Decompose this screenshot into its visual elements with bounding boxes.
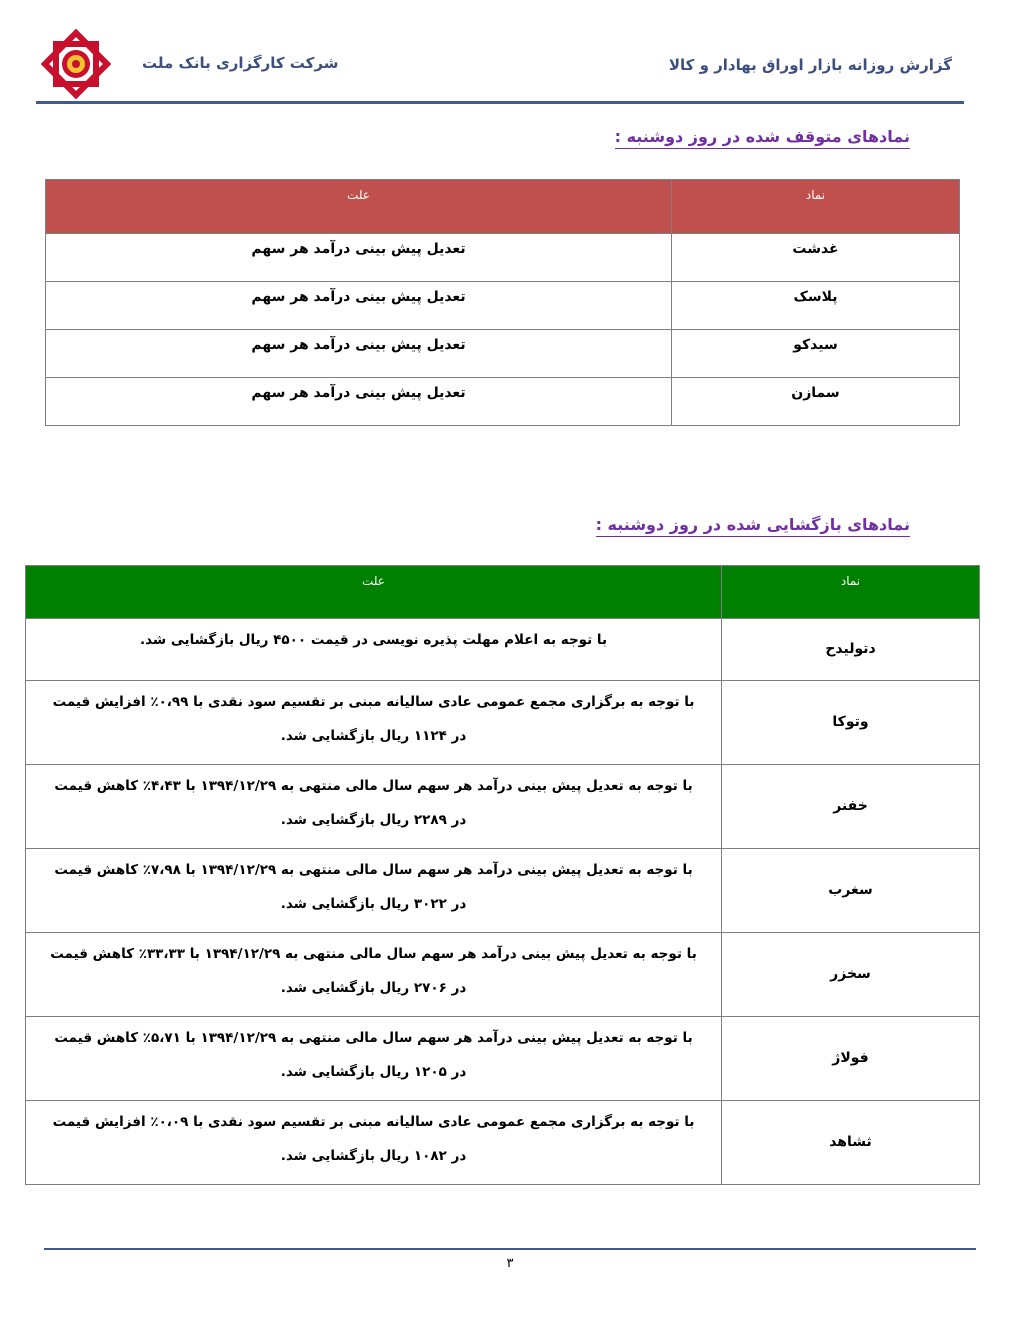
reopened-symbols-table bbox=[25, 565, 980, 1185]
reason-cell: با توجه به اعلام مهلت پذیره نویسی در قیمت ۴۵۰۰ ریال بازگشایی شد. bbox=[26, 619, 722, 681]
column-header-symbol: نماد bbox=[672, 180, 960, 234]
table-row bbox=[46, 282, 960, 330]
table-header-row bbox=[26, 566, 980, 619]
symbol-cell: غدشت bbox=[672, 234, 960, 282]
table-row bbox=[26, 619, 980, 681]
symbol-cell: سغرب bbox=[722, 849, 980, 933]
reason-cell: تعدیل پیش بینی درآمد هر سهم bbox=[46, 378, 672, 426]
reason-cell: با توجه به تعدیل پیش بینی درآمد هر سهم سال مالی منتهی به ۱۳۹۴/۱۲/۲۹ با ۵،۷۱٪ کاهش قیمت در ۱۲۰۵ ریال بازگشایی شد. bbox=[26, 1017, 722, 1101]
table-row bbox=[26, 849, 980, 933]
symbol-cell: فولاژ bbox=[722, 1017, 980, 1101]
column-header-reason: علت bbox=[46, 180, 672, 234]
reason-cell: با توجه به تعدیل پیش بینی درآمد هر سهم سال مالی منتهی به ۱۳۹۴/۱۲/۲۹ با ۷،۹۸٪ کاهش قیمت در ۳۰۲۲ ریال بازگشایی شد. bbox=[26, 849, 722, 933]
table-row bbox=[46, 234, 960, 282]
table-row bbox=[26, 1017, 980, 1101]
table-row bbox=[46, 378, 960, 426]
table-row bbox=[26, 1101, 980, 1185]
suspended-symbols-table bbox=[45, 179, 960, 426]
table-row bbox=[26, 681, 980, 765]
column-header-reason: علت bbox=[26, 566, 722, 619]
symbol-cell: خفنر bbox=[722, 765, 980, 849]
table-row bbox=[26, 765, 980, 849]
suspended-section-title: نمادهای متوقف شده در روز دوشنبه : bbox=[615, 127, 910, 149]
symbol-cell: ثشاهد bbox=[722, 1101, 980, 1185]
reason-cell: تعدیل پیش بینی درآمد هر سهم bbox=[46, 330, 672, 378]
symbol-cell: سخزر bbox=[722, 933, 980, 1017]
company-name: شرکت کارگزاری بانک ملت bbox=[142, 54, 339, 72]
footer-divider bbox=[44, 1248, 976, 1250]
reason-cell: تعدیل پیش بینی درآمد هر سهم bbox=[46, 234, 672, 282]
reason-cell: با توجه به تعدیل پیش بینی درآمد هر سهم سال مالی منتهی به ۱۳۹۴/۱۲/۲۹ با ۴،۴۳٪ کاهش قیمت در ۲۲۸۹ ریال بازگشایی شد. bbox=[26, 765, 722, 849]
reason-cell: تعدیل پیش بینی درآمد هر سهم bbox=[46, 282, 672, 330]
table-row bbox=[46, 330, 960, 378]
reason-cell: با توجه به برگزاری مجمع عمومی عادی سالیانه مبنی بر تقسیم سود نقدی با ۰،۰۹٪ افزایش قیمت در ۱۰۸۲ ریال بازگشایی شد. bbox=[26, 1101, 722, 1185]
header-divider bbox=[36, 101, 964, 104]
bank-mellat-logo bbox=[40, 28, 112, 100]
report-title: گزارش روزانه بازار اوراق بهادار و کالا bbox=[668, 56, 952, 74]
symbol-cell: سمازن bbox=[672, 378, 960, 426]
symbol-cell: وتوکا bbox=[722, 681, 980, 765]
column-header-symbol: نماد bbox=[722, 566, 980, 619]
table-row bbox=[26, 933, 980, 1017]
symbol-cell: دتولیدح bbox=[722, 619, 980, 681]
symbol-cell: پلاسک bbox=[672, 282, 960, 330]
table-header-row bbox=[46, 180, 960, 234]
page-number: ۳ bbox=[506, 1256, 514, 1271]
reopened-section-title: نمادهای بازگشایی شده در روز دوشنبه : bbox=[596, 515, 910, 537]
symbol-cell: سیدکو bbox=[672, 330, 960, 378]
reason-cell: با توجه به برگزاری مجمع عمومی عادی سالیانه مبنی بر تقسیم سود نقدی با ۰،۹۹٪ افزایش قیمت در ۱۱۲۴ ریال بازگشایی شد. bbox=[26, 681, 722, 765]
reason-cell: با توجه به تعدیل پیش بینی درآمد هر سهم سال مالی منتهی به ۱۳۹۴/۱۲/۲۹ با ۳۳،۳۳٪ کاهش قیمت در ۲۷۰۶ ریال بازگشایی شد. bbox=[26, 933, 722, 1017]
